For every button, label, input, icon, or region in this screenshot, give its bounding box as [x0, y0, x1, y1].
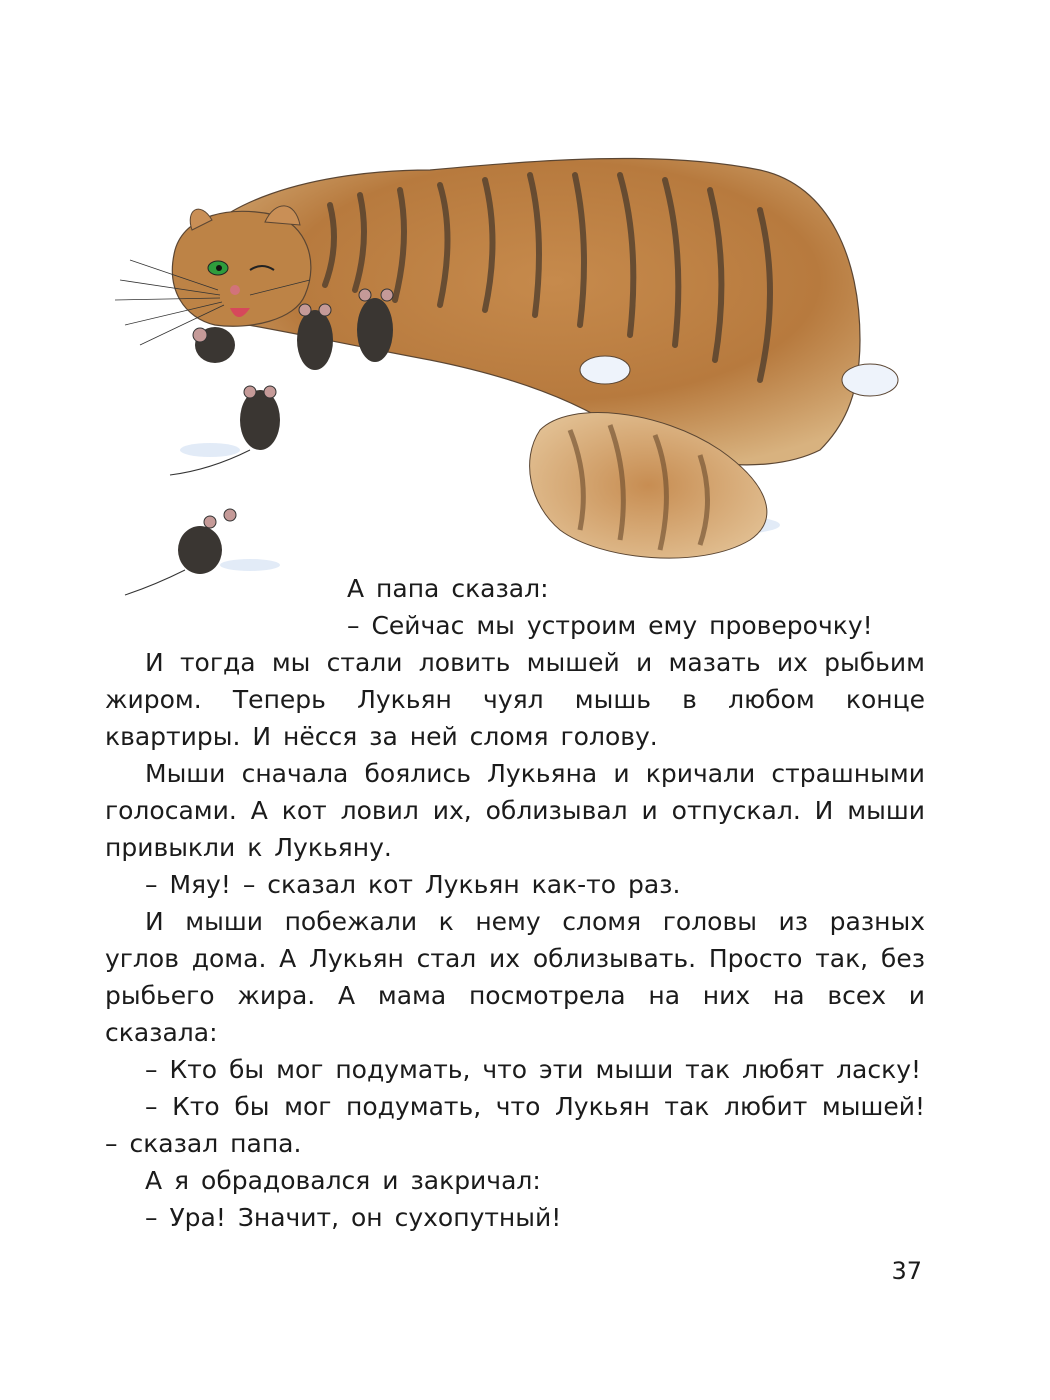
paragraph: И тогда мы стали ловить мышей и мазать их рыбьим жиром. Теперь Лукьян чуял мышь в любом конце квартиры. И нёсся за ней сломя голову.: [105, 648, 925, 751]
cat-with-mice-illustration: [100, 130, 920, 610]
mouse: [193, 327, 235, 363]
cat-paw: [580, 356, 630, 384]
floor-shadow: [180, 443, 240, 457]
cat-pupil: [216, 265, 222, 271]
paragraph: – Сейчас мы устроим ему проверочку!: [347, 611, 873, 640]
paragraph: – Кто бы мог подумать, что Лукьян так любит мышей! – сказал папа.: [105, 1092, 925, 1158]
paragraph: А я обрадовался и закричал:: [145, 1166, 541, 1195]
story-text: [105, 570, 925, 1236]
paragraph: – Ура! Значит, он сухопутный!: [145, 1203, 562, 1232]
page-number: 37: [891, 1257, 922, 1285]
mouse: [297, 304, 333, 370]
paragraph: – Кто бы мог подумать, что эти мыши так любят ласку!: [145, 1055, 922, 1084]
mouse: [357, 289, 393, 362]
cat-nose: [230, 285, 240, 295]
paragraph: А папа сказал:: [347, 574, 549, 603]
paragraph: И мыши побежали к нему сломя головы из разных углов дома. А Лукьян стал их облизывать. Просто так, без рыбьего жира. А мама посмотрела на них на всех и сказала:: [105, 907, 925, 1047]
cat-paw: [842, 364, 898, 396]
paragraph: Мыши сначала боялись Лукьяна и кричали страшными голосами. А кот ловил их, облизывал и отпускал. И мыши привыкли к Лукьяну.: [105, 759, 925, 862]
mouse: [170, 386, 280, 475]
paragraph: – Мяу! – сказал кот Лукьян как-то раз.: [145, 870, 681, 899]
